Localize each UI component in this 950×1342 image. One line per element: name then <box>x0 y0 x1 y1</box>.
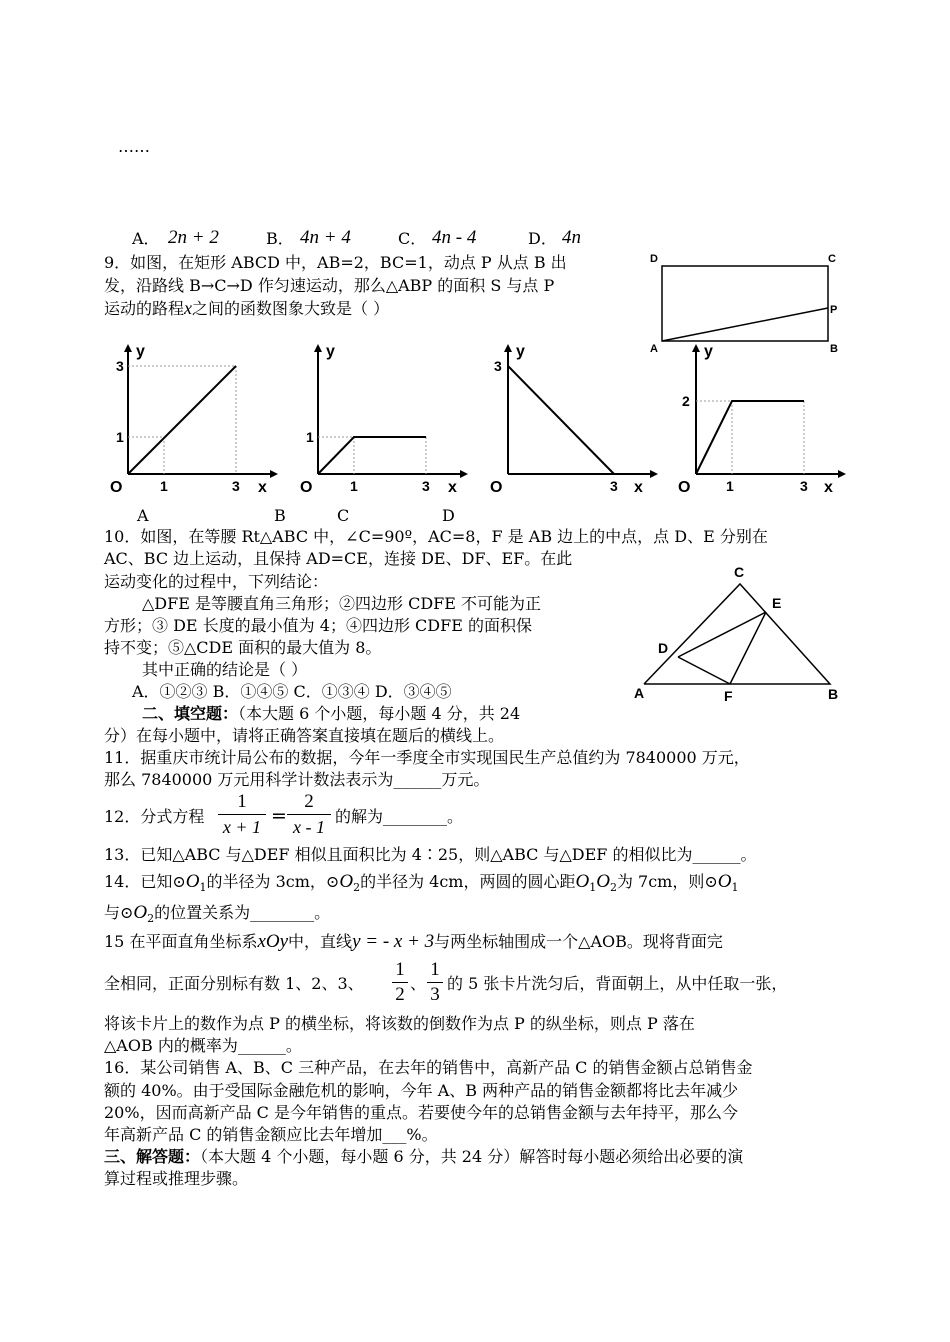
tri-label-c: C <box>734 564 745 580</box>
q16-line1: 16．某公司销售 A、B、C 三种产品，在去年的销售中，高新产品 C 的销售金额占总销售金 <box>104 1058 753 1077</box>
graph-c-label: C <box>337 506 350 525</box>
triangle-abc-figure <box>628 560 848 710</box>
q15-fraction-third: $\frac{1}{3}$ <box>427 958 443 1007</box>
svg-text:3: 3 <box>800 478 808 494</box>
q10-line6: 持不变；⑤△CDE 面积的最大值为 8。 <box>104 638 382 657</box>
graph-b <box>290 340 470 500</box>
svg-text:y: y <box>136 343 145 360</box>
q12-fraction-2: $\frac{2}{x - 1}$ <box>287 790 331 839</box>
svg-text:3: 3 <box>232 478 240 494</box>
svg-text:3: 3 <box>116 358 124 374</box>
q16-line2: 额的 40%。由于受国际金融危机的影响，今年 A、B 两种产品的销售金额都将比去年减少 <box>104 1081 739 1100</box>
q8-option-a: 2n + 2 <box>168 227 219 248</box>
svg-text:1: 1 <box>306 429 314 445</box>
q8-option-d: 4n <box>562 227 581 248</box>
svg-text:O: O <box>490 479 503 496</box>
q15-line1: 15 在平面直角坐标系xOy中，直线y = - x + 3与两坐标轴围成一个△AOB。现将背面完 <box>104 931 723 952</box>
section-2-line2: 分）在每小题中，请将正确答案直接填在题后的横线上。 <box>104 726 505 745</box>
q9-line3: 运动的路程x之间的函数图象大致是（ ） <box>104 298 390 318</box>
q15-line3: 将该卡片上的数作为点 P 的横坐标，将该数的倒数作为点 P 的纵坐标，则点 P 落在 <box>104 1014 695 1033</box>
tri-label-e: E <box>772 595 782 611</box>
rect-label-p: P <box>830 304 838 316</box>
q10-options: A．①②③ B．①④⑤ C．①③④ D．③④⑤ <box>132 682 452 701</box>
q11-line2: 那么 7840000 万元用科学计数法表示为______万元。 <box>104 770 490 789</box>
rect-label-b: B <box>830 343 838 355</box>
svg-text:x: x <box>448 479 457 496</box>
svg-text:x: x <box>634 479 643 496</box>
rect-label-c: C <box>828 253 836 265</box>
q10-line7: 其中正确的结论是（ ） <box>142 660 308 679</box>
q10-line1: 10．如图，在等腰 Rt△ABC 中，∠C=90º，AC=8，F 是 AB 边上的中点，点 D、E 分别在 <box>104 527 768 546</box>
svg-text:2: 2 <box>682 393 690 409</box>
section-2-heading: 二、填空题：（本大题 6 个小题，每小题 4 分，共 24 <box>142 704 521 723</box>
graph-d <box>668 340 848 500</box>
q12-fraction-1: $\frac{1}{x + 1}$ <box>218 790 266 839</box>
svg-text:O: O <box>300 479 313 496</box>
graph-a <box>100 340 280 500</box>
graph-a-label: A <box>137 506 149 525</box>
q16-line4: 年高新产品 C 的销售金额应比去年增加___%。 <box>104 1125 438 1144</box>
ellipsis: …… <box>118 137 150 156</box>
svg-text:y: y <box>516 343 525 360</box>
q15-line4: △AOB 内的概率为______。 <box>104 1036 302 1055</box>
q10-line2: AC、BC 边上运动，且保持 AD=CE，连接 DE、DF、EF。在此 <box>104 549 573 568</box>
q8-option-c: 4n - 4 <box>432 227 477 248</box>
q8-option-a-label: A． <box>132 229 160 248</box>
q15-fraction-half: $\frac{1}{2}$ <box>392 958 408 1007</box>
q14-line2: 与$⊙O_2$的位置关系为________。 <box>104 902 331 926</box>
q8-option-d-label: D． <box>528 229 557 248</box>
svg-text:1: 1 <box>726 478 734 494</box>
q8-option-b-label: B． <box>266 229 294 248</box>
svg-text:y: y <box>704 343 713 360</box>
svg-text:1: 1 <box>116 429 124 445</box>
tri-label-b: B <box>828 686 839 702</box>
graph-c <box>480 340 660 500</box>
q13: 13．已知△ABC 与△DEF 相似且面积比为 4∶25，则△ABC 与△DEF 的相似比为______。 <box>104 845 757 864</box>
q15-line2a: 全相同，正面分别标有数 1、2、3、 <box>104 974 364 993</box>
svg-text:O: O <box>110 479 123 496</box>
svg-text:3: 3 <box>422 478 430 494</box>
q12-equals: = <box>271 805 287 827</box>
q8-option-b: 4n + 4 <box>300 227 351 248</box>
q12-pre: 12．分式方程 <box>104 807 205 826</box>
svg-text:x: x <box>258 479 267 496</box>
rect-label-d: D <box>650 253 658 265</box>
q8-option-c-label: C． <box>398 229 427 248</box>
q12-post: 的解为________。 <box>335 807 464 826</box>
q15-line2b: 的 5 张卡片洗匀后，背面朝上，从中任取一张， <box>447 974 788 993</box>
section-3-heading: 三、解答题：（本大题 4 个小题，每小题 6 分，共 24 分）解答时每小题必须给出必要的演 <box>104 1147 744 1166</box>
q14-line1: 14．已知$⊙O_1$的半径为 3cm，$⊙O_2$的半径为 4cm，两圆的圆心距$O_1O_2$为 7cm，则$⊙O_1$ <box>104 871 739 895</box>
tri-label-a: A <box>634 685 645 701</box>
graph-b-label: B <box>274 506 286 525</box>
tri-label-f: F <box>724 688 733 704</box>
q9-line2: 发，沿路线 B→C→D 作匀速运动，那么△ABP 的面积 S 与点 P <box>104 276 555 295</box>
q16-line3: 20%，因而高新产品 C 是今年销售的重点。若要使今年的总销售金额与去年持平，那么今 <box>104 1103 738 1122</box>
rect-label-a: A <box>650 343 658 355</box>
q10-line5: 方形；③ DE 长度的最小值为 4；④四边形 CDFE 的面积保 <box>104 616 532 635</box>
svg-text:y: y <box>326 343 335 360</box>
section-3-line2: 算过程或推理步骤。 <box>104 1169 249 1188</box>
graph-d-label: D <box>442 506 455 525</box>
q10-line4: △DFE 是等腰直角三角形；②四边形 CDFE 不可能为正 <box>142 594 542 613</box>
svg-text:x: x <box>824 479 833 496</box>
q11-line1: 11．据重庆市统计局公布的数据，今年一季度全市实现国民生产总值约为 7840000 万元， <box>104 748 750 767</box>
svg-text:3: 3 <box>610 478 618 494</box>
svg-text:1: 1 <box>160 478 168 494</box>
q15-comma: 、 <box>410 974 427 993</box>
svg-text:3: 3 <box>494 358 502 374</box>
tri-label-d: D <box>658 640 669 656</box>
q10-line3: 运动变化的过程中，下列结论： <box>104 572 329 591</box>
q9-line1: 9．如图，在矩形 ABCD 中，AB=2，BC=1，动点 P 从点 B 出 <box>104 253 567 272</box>
svg-text:1: 1 <box>350 478 358 494</box>
svg-text:O: O <box>678 479 691 496</box>
